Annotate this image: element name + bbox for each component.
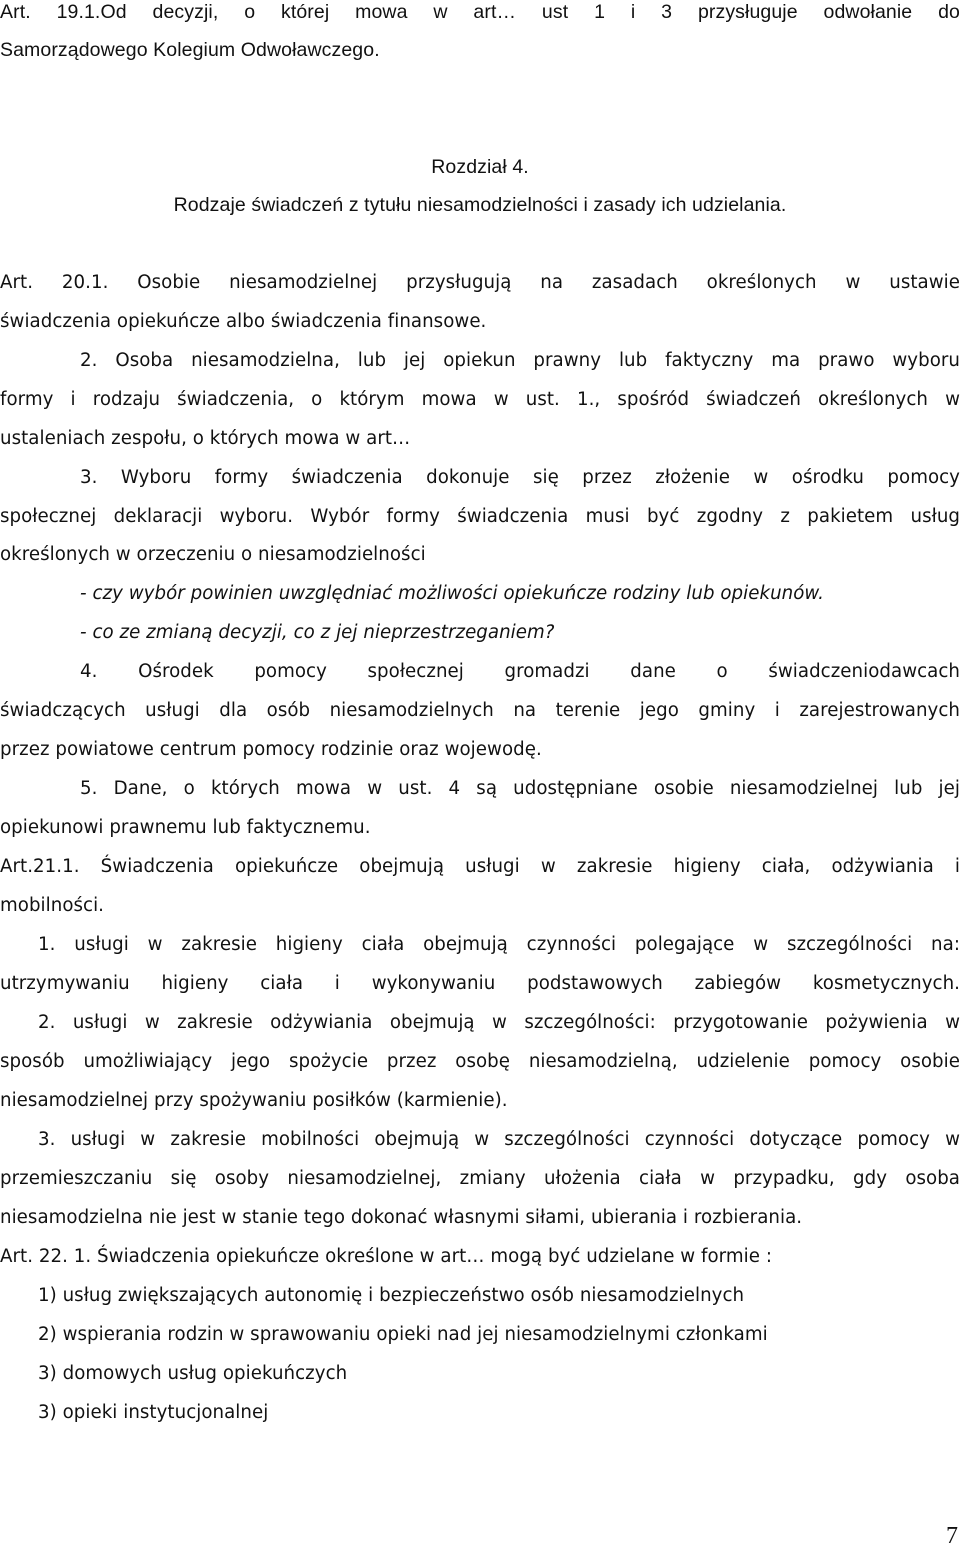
text-line: 2. Osoba niesamodzielna, lub jej opiekun prawny lub faktyczny ma prawo wyboru [80, 350, 960, 371]
text-line: niesamodzielna nie jest w stanie tego dokonać własnymi siłami, ubierania i rozbierania. [0, 1207, 803, 1228]
text-line: określonych w orzeczeniu o niesamodzielności [0, 544, 426, 565]
list-item: 3) opieki instytucjonalnej [38, 1402, 269, 1423]
text-line: Art. 20.1. Osobie niesamodzielnej przysługują na zasadach określonych w ustawie [0, 272, 960, 293]
comment-line: - co ze zmianą decyzji, co z jej nieprzestrzeganiem? [80, 622, 555, 643]
text-line: Art.21.1. Świadczenia opiekuńcze obejmują usługi w zakresie higieny ciała, odżywiania i [0, 856, 960, 877]
chapter-heading: Rozdział 4. [431, 156, 529, 178]
chapter-title: Rodzaje świadczeń z tytułu niesamodzielności i zasady ich udzielania. [173, 194, 787, 216]
text-line: Samorządowego Kolegium Odwoławczego. [0, 39, 380, 61]
text-line: Art. 22. 1. Świadczenia opiekuńcze określone w art… mogą być udzielane w formie : [0, 1246, 772, 1267]
text-line: niesamodzielnej przy spożywaniu posiłków (karmienie). [0, 1090, 508, 1111]
text-line: 2. usługi w zakresie odżywiania obejmują w szczególności: przygotowanie pożywienia w [38, 1012, 960, 1033]
text-line: 5. Dane, o których mowa w ust. 4 są udostępniane osobie niesamodzielnej lub jej [80, 778, 960, 799]
text-line: sposób umożliwiający jego spożycie przez osobę niesamodzielną, udzielenie pomocy osobie [0, 1051, 960, 1072]
page-number: 7 [946, 1523, 958, 1549]
text-line: Art. 19.1.Od decyzji, o której mowa w art… ust 1 i 3 przysługuje odwołanie do [0, 1, 960, 23]
text-line: społecznej deklaracji wyboru. Wybór formy świadczenia musi być zgodny z pakietem usług [0, 506, 960, 527]
list-item: 3) domowych usług opiekuńczych [38, 1363, 348, 1384]
text-line: 4. Ośrodek pomocy społecznej gromadzi dane o świadczeniodawcach [80, 661, 960, 682]
list-item: 2) wspierania rodzin w sprawowaniu opieki nad jej niesamodzielnymi członkami [38, 1324, 768, 1345]
text-line: formy i rodzaju świadczenia, o którym mowa w ust. 1., spośród świadczeń określonych w [0, 389, 960, 410]
text-line: przez powiatowe centrum pomocy rodzinie oraz wojewodę. [0, 739, 542, 760]
text-line: przemieszczaniu się osoby niesamodzielnej, zmiany ułożenia ciała w przypadku, gdy osoba [0, 1168, 960, 1189]
comment-line: - czy wybór powinien uwzględniać możliwości opiekuńcze rodziny lub opiekunów. [80, 583, 824, 604]
text-line: świadczących usługi dla osób niesamodzielnych na terenie jego gminy i zarejestrowanych [0, 700, 960, 721]
text-line: ustaleniach zespołu, o których mowa w art… [0, 428, 411, 449]
text-line: utrzymywaniu higieny ciała i wykonywaniu podstawowych zabiegów kosmetycznych. [0, 973, 960, 994]
list-item: 1) usług zwiększających autonomię i bezpieczeństwo osób niesamodzielnych [38, 1285, 745, 1306]
text-line: świadczenia opiekuńcze albo świadczenia finansowe. [0, 311, 487, 332]
text-line: 1. usługi w zakresie higieny ciała obejmują czynności polegające w szczególności na: [38, 934, 960, 955]
text-line: 3. usługi w zakresie mobilności obejmują w szczególności czynności dotyczące pomocy w [38, 1129, 960, 1150]
text-line: 3. Wyboru formy świadczenia dokonuje się przez złożenie w ośrodku pomocy [80, 467, 960, 488]
text-line: mobilności. [0, 895, 105, 916]
text-line: opiekunowi prawnemu lub faktycznemu. [0, 817, 371, 838]
